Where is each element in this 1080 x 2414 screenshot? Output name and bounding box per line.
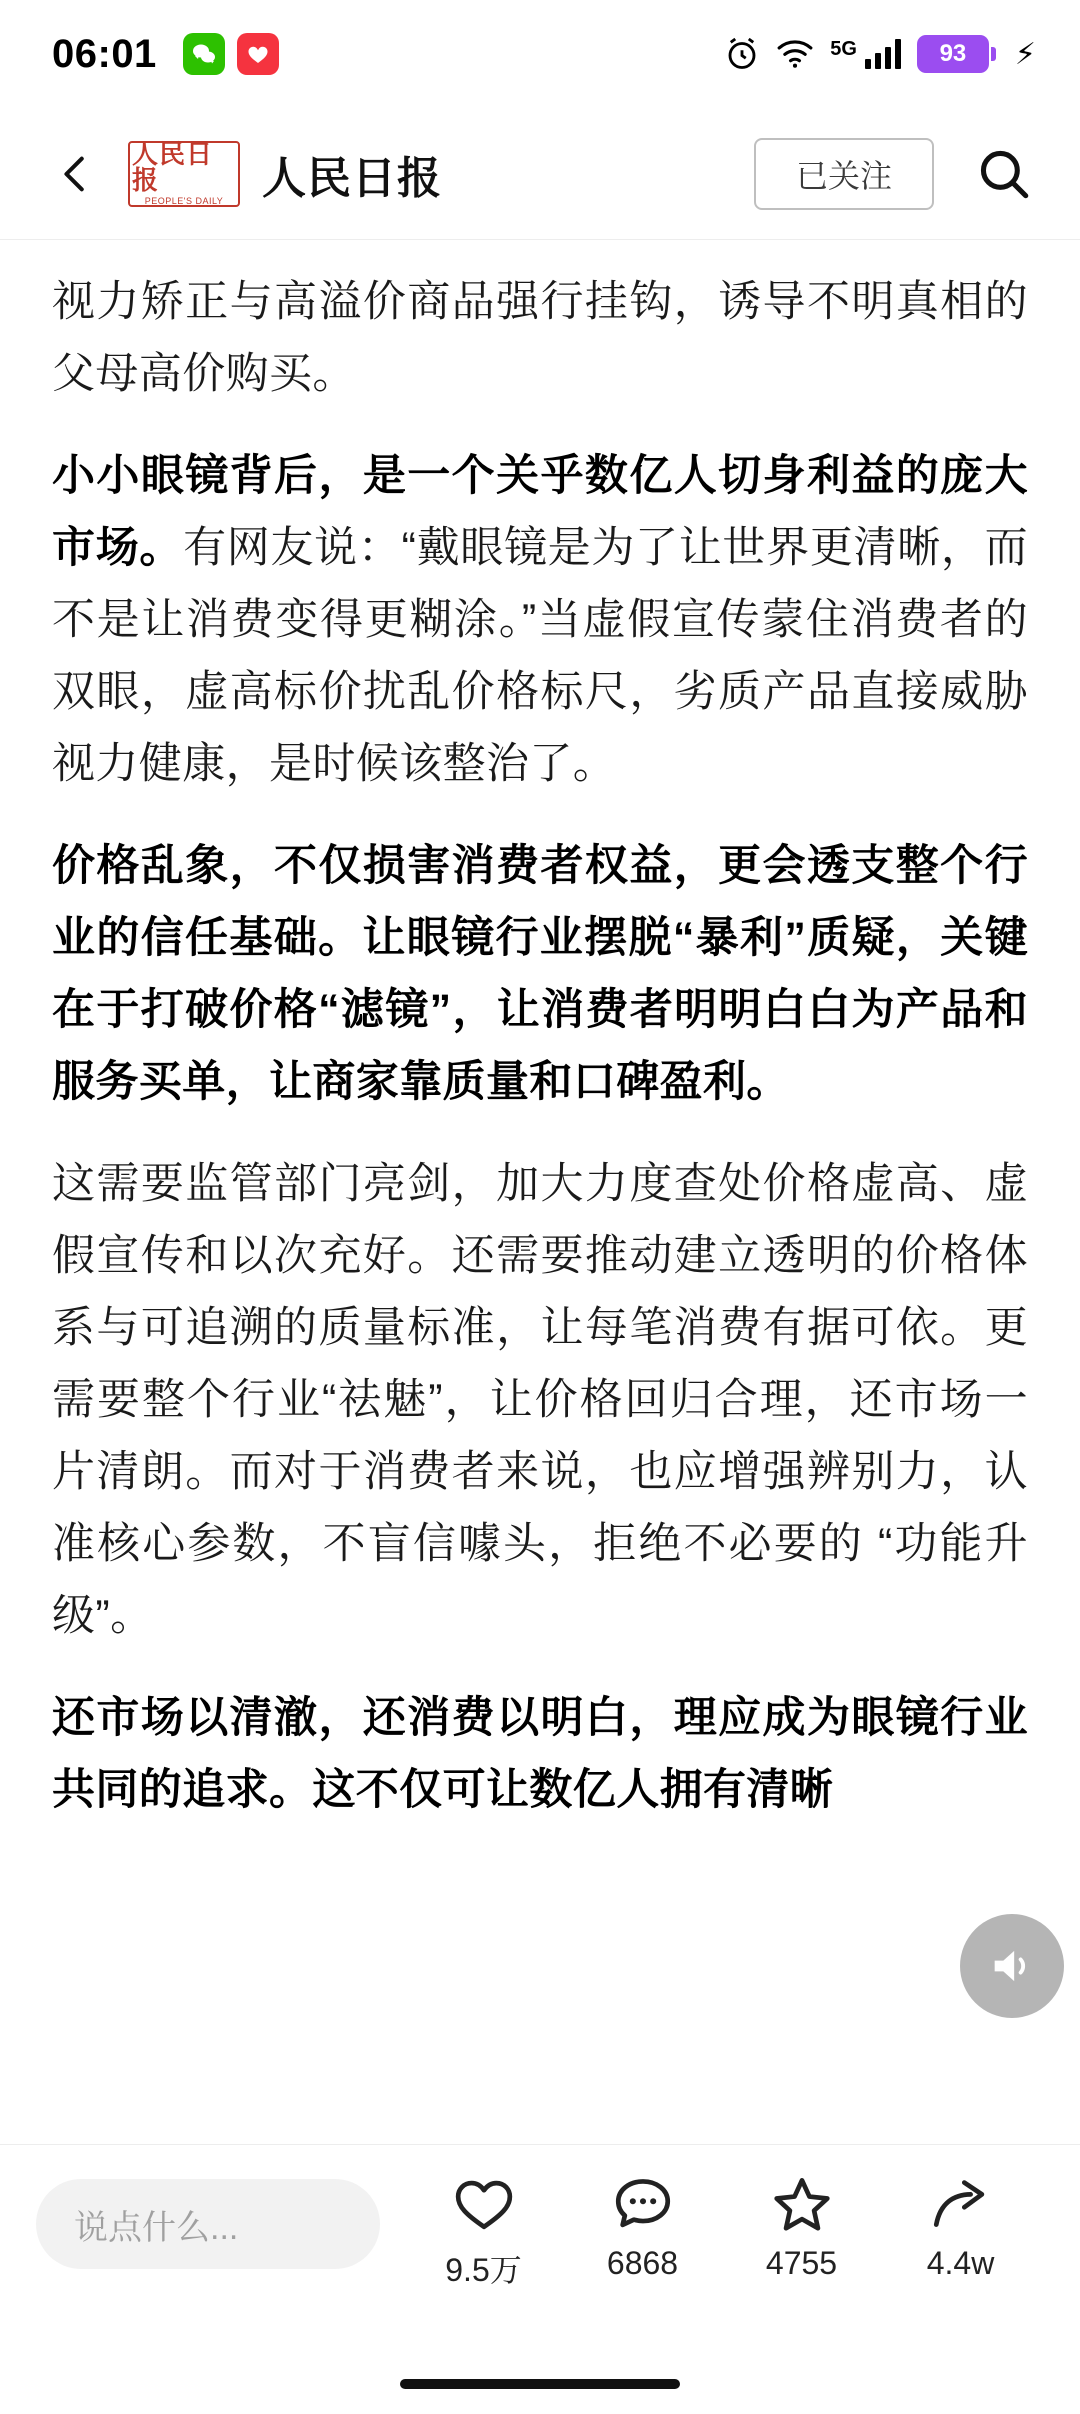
bottom-action-bar	[0, 2144, 1080, 2354]
back-button[interactable]	[48, 146, 104, 202]
comment-bubble-icon	[610, 2171, 676, 2237]
favorite-button[interactable]	[727, 2171, 877, 2282]
publisher-logo-en: PEOPLE'S DAILY	[144, 195, 224, 206]
follow-button[interactable]: 已关注	[754, 138, 934, 210]
comment-input-placeholder: 说点什么...	[74, 2208, 239, 2247]
status-time: 06:01	[52, 31, 157, 76]
comment-count: 6868	[606, 2245, 679, 2281]
search-button[interactable]	[968, 138, 1040, 210]
home-indicator[interactable]	[400, 2379, 680, 2389]
star-icon	[769, 2171, 835, 2237]
comment-button[interactable]	[568, 2171, 718, 2282]
audio-play-button[interactable]	[960, 1914, 1064, 2018]
home-indicator-area	[0, 2354, 1080, 2414]
wechat-badge	[183, 33, 225, 75]
status-notification-icons	[183, 33, 279, 75]
battery-indicator	[917, 35, 989, 73]
article-paragraph: 这需要监管部门亮剑，加大力度查处价格虚高、虚假宣传和以次充好。还需要推动建立透明的价格体系与可追溯的质量标准，让每笔消费有据可依。更需要整个行业“祛魅”，让价格回归合理，还市场一片清朗。而对于消费者来说，也应增强辨别力，认准核心参数，不盲信噱头，拒绝不必要的 “功能升级”。	[52, 1160, 1028, 1640]
favorite-count: 4755	[765, 2245, 838, 2281]
comment-input[interactable]	[36, 2179, 380, 2269]
article-paragraph	[52, 440, 1028, 800]
article-fade-mask	[0, 2104, 1080, 2144]
like-count: 9.5万	[445, 2252, 522, 2288]
publisher-name: 人民日报	[262, 153, 442, 203]
chevron-left-icon	[53, 151, 99, 197]
search-icon	[975, 145, 1033, 203]
alarm-icon	[724, 36, 760, 72]
audio-speaker-icon	[986, 1940, 1038, 1992]
publisher-logo	[128, 141, 240, 207]
app-header	[0, 108, 1080, 240]
red-note-badge	[237, 33, 279, 75]
like-button[interactable]	[409, 2171, 559, 2291]
wifi-icon	[776, 37, 814, 71]
status-system-icons	[724, 35, 1036, 73]
share-count: 4.4w	[926, 2245, 995, 2281]
share-arrow-icon	[928, 2171, 994, 2237]
article-paragraph: 还市场以清澈，还消费以明白，理应成为眼镜行业共同的追求。这不仅可让数亿人拥有清晰	[52, 1694, 1028, 1814]
lightning-bolt-icon: ⚡	[1014, 37, 1036, 71]
share-button[interactable]	[886, 2171, 1036, 2282]
publisher-logo-cn: 人民日报	[132, 139, 214, 195]
battery-percent: 93	[939, 40, 967, 67]
action-buttons	[380, 2171, 1040, 2291]
article-body[interactable]	[0, 240, 1080, 2144]
cellular-signal-icon	[865, 39, 901, 69]
article-paragraph: 价格乱象，不仅损害消费者权益，更会透支整个行业的信任基础。让眼镜行业摆脱“暴利”质疑，关键在于打破价格“滤镜”，让消费者明明白白为产品和服务买单，让商家靠质量和口碑盈利。	[52, 842, 1028, 1106]
heart-icon	[451, 2171, 517, 2237]
paragraph-rest: 有网友说：“戴眼镜是为了让世界更清晰，而不是让消费变得更糊涂。”当虚假宣传蒙住消费者的双眼，虚高标价扰乱价格标尺，劣质产品直接威胁视力健康，是时候该整治了。	[52, 524, 1028, 788]
paragraph-lead: 小小眼镜背后，是一个关乎数亿人切身利益的庞大市场。	[52, 452, 1028, 572]
status-bar	[0, 0, 1080, 108]
article-paragraph: 视力矫正与高溢价商品强行挂钩，诱导不明真相的父母高价购买。	[52, 278, 1028, 398]
network-type-label: 5G	[830, 38, 857, 60]
